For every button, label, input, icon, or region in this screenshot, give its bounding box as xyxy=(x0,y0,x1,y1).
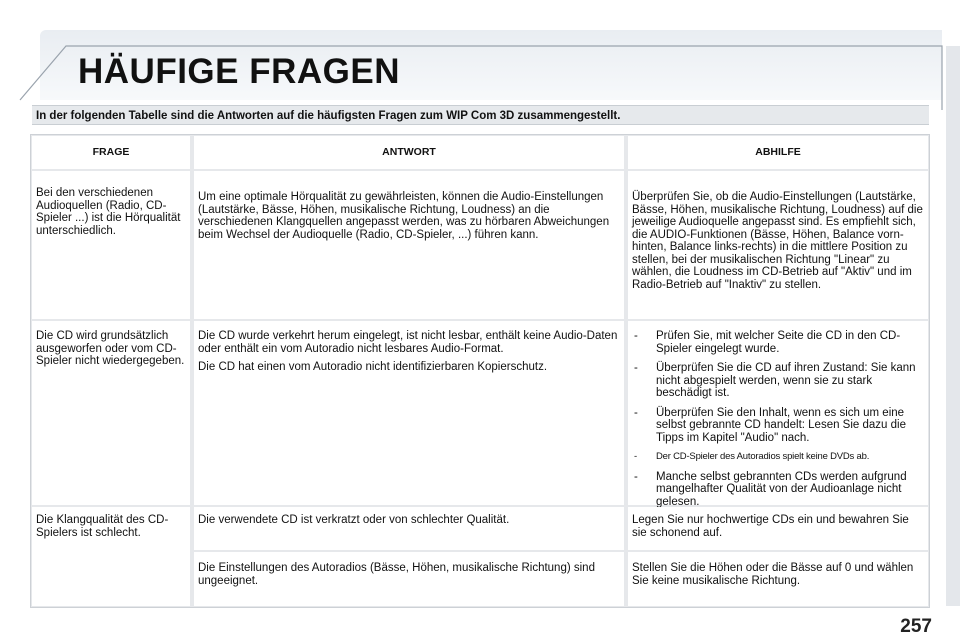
question-text: Die CD wird grundsätzlich ausgeworfen oder vom CD-Spieler nicht wiedergegeben. xyxy=(36,330,185,367)
page-side-bar xyxy=(946,46,960,606)
page-number: 257 xyxy=(900,616,932,637)
answer-text: Die CD hat einen vom Autoradio nicht identifizierbaren Kopierschutz. xyxy=(198,361,548,373)
row1-question xyxy=(32,171,190,319)
answer-text: Die verwendete CD ist verkratzt oder von schlechter Qualität. xyxy=(198,514,510,526)
answer-text: Um eine optimale Hörqualität zu gewährleisten, können die Audio-Einstellungen (Lautstärke, Bässe, Höhen, musikalische Richtung, Loudness) an die verschiedenen Klangquellen angepasst werden, was zu hörbaren Abweichungen beim Wechsel der Audioquelle (Radio, CD-Spieler, ...) führen kann. xyxy=(198,191,610,241)
row2-answer xyxy=(194,321,624,505)
row3-remedy xyxy=(628,507,928,550)
remedy-text: Überprüfen Sie, ob die Audio-Einstellungen (Lautstärke, Bässe, Höhen, musikalische Richtung, Loudness) auf die jeweilige Audioquelle angepasst sind. Es empfiehlt sich, die AUDIO-Funktionen (Bässe, Höhen, Balance vorn-hinten, Balance links-rechts) in die mittlere Position zu stellen, bei der musikalischen Richtung "Linear" zu wählen, die Loudness im CD-Betrieb auf "Aktiv" und im Radio-Betrieb auf "Inaktiv" zu stellen. xyxy=(632,191,923,291)
remedy-item: - Prüfen Sie, mit welcher Seite die CD in den CD-Spieler eingelegt wurde. xyxy=(634,330,901,355)
remedy-item: - Manche selbst gebrannten CDs werden aufgrund mangelhafter Qualität von der Audioanlage nicht gelesen. xyxy=(634,470,907,508)
intro-text: In der folgenden Tabelle sind die Antworten auf die häufigsten Fragen zum WIP Com 3D zusammengestellt. xyxy=(32,105,929,125)
dash-marker: - xyxy=(634,451,637,462)
dash-marker: - xyxy=(634,406,638,419)
remedy-item: - Überprüfen Sie den Inhalt, wenn es sich um eine selbst gebrannte CD handelt: Lesen Sie dazu die Tipps im Kapitel "Audio" nach. xyxy=(634,406,906,444)
remedy-item: - Der CD-Spieler des Autoradios spielt keine DVDs ab. xyxy=(634,451,870,462)
row4-answer xyxy=(194,552,624,606)
remedy-text: Legen Sie nur hochwertige CDs ein und bewahren Sie sie schonend auf. xyxy=(632,514,909,539)
header-abhilfe: ABHILFE xyxy=(628,136,928,169)
question-text: Bei den verschiedenen Audioquellen (Radio, CD-Spieler ...) ist die Hörqualität unterschiedlich. xyxy=(36,187,181,237)
row1-answer xyxy=(194,171,624,319)
row4-remedy xyxy=(628,552,928,606)
remedy-text: Stellen Sie die Höhen oder die Bässe auf 0 und wählen Sie keine musikalische Richtung. xyxy=(632,562,914,587)
page-title: HÄUFIGE FRAGEN xyxy=(78,52,400,91)
dash-marker: - xyxy=(634,362,638,374)
answer-text: Die CD wurde verkehrt herum eingelegt, ist nicht lesbar, enthält keine Audio-Daten oder enthält ein vom Autoradio nicht lesbares Audio-Format. xyxy=(198,330,618,355)
answer-text: Die Einstellungen des Autoradios (Bässe, Höhen, musikalische Richtung) sind ungeeignet. xyxy=(198,562,595,587)
dash-marker: - xyxy=(634,470,638,483)
row2-question xyxy=(32,321,190,505)
remedy-item: - Überprüfen Sie die CD auf ihren Zustand: Sie kann nicht abgespielt werden, wenn sie zu stark beschädigt ist. xyxy=(634,362,916,399)
row2-remedy xyxy=(628,321,928,508)
question-text: Die Klangqualität des CD-Spielers ist schlecht. xyxy=(36,514,169,539)
row3-answer xyxy=(194,507,624,550)
header-frage: FRAGE xyxy=(32,136,190,169)
dash-marker: - xyxy=(634,330,638,342)
row1-remedy xyxy=(628,171,928,319)
remedy-list xyxy=(632,330,924,508)
header-antwort: ANTWORT xyxy=(194,136,624,169)
row3-question xyxy=(32,507,190,606)
